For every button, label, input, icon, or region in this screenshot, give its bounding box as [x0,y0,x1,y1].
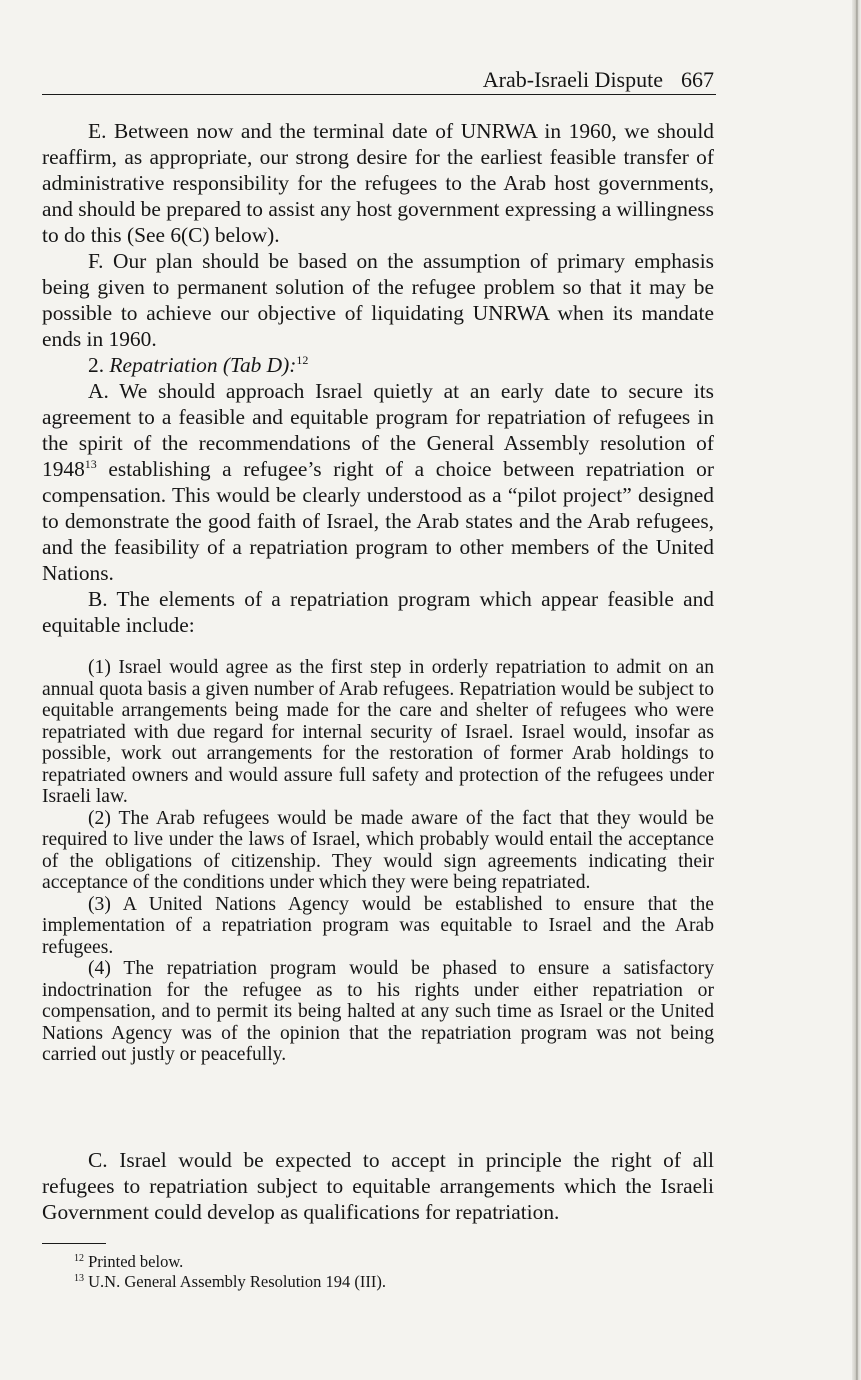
footnote-12 [74,1252,714,1272]
paragraph-a-text-1: A. We should approach Israel quietly at an early date to secure its agreement to a feasible and equitable program for repatriation of refugees in the spirit of the recommendations of the General Assembly resolution of 1948 [42,379,714,481]
paragraph-a [42,378,714,586]
footnote-ref-13[interactable]: 13 [84,457,97,471]
footnote-13 [74,1272,714,1292]
section-title: Repatriation (Tab D): [109,353,297,377]
footnote-divider [42,1243,106,1244]
footnote-ref-12[interactable]: 12 [296,353,309,367]
quote-item-4: (4) The repatriation program would be phased to ensure a satisfactory indoctrination for the refugee as to his rights under either repatriation or compensation, and to permit its being halted at any such time as Israel or the United Nations Agency was of the opinion that the repatriation program was not being carried out justly or peacefully. [42,958,714,1065]
footnotes [74,1252,714,1292]
section-number: 2. [88,353,105,377]
footnote-text: U.N. General Assembly Resolution 194 (III). [88,1272,386,1291]
paragraph-f: F. Our plan should be based on the assumption of primary emphasis being given to permanent solution of the refugee problem so that it may be possible to achieve our objective of liquidating UNRWA when its mandate ends in 1960. [42,249,714,351]
closing-text [42,1147,714,1225]
paragraph-e: E. Between now and the terminal date of UNRWA in 1960, we should reaffirm, as appropriate, our strong desire for the earliest feasible transfer of administrative responsibility for the refugees to the Arab host governments, and should be prepared to assist any host government expressing a willingness to do this (See 6(C) below). [42,119,714,247]
footnote-text: Printed below. [88,1252,184,1271]
block-quote-program-elements [42,657,714,1066]
quote-item-2: (2) The Arab refugees would be made aware of the fact that they would be required to live under the laws of Israel, which probably would entail the acceptance of the obligations of citizenship. They would sign agreements indicating their acceptance of the conditions under which they were being repatriated. [42,807,714,893]
footnote-mark: 13 [74,1273,84,1284]
running-header [42,66,716,95]
footnote-mark: 12 [74,1253,84,1264]
page-edge-shadow [852,0,861,1380]
quote-item-1: (1) Israel would agree as the first step in orderly repatriation to admit on an annual quota basis a given number of Arab refugees. Repatriation would be subject to equitable arrangements being made for the care and shelter of refugees who were repatriated with due regard for internal security of Israel. Israel would, insofar as possible, work out arrangements for the restoration of former Arab holdings to repatriated owners and would assure full safety and protection of the refugees under Israeli law. [42,657,714,807]
page-number: 667 [681,67,714,92]
main-text [42,118,714,638]
paragraph-a-text-2: establishing a refugee’s right of a choice between repatriation or compensation. This would be clearly understood as a “pilot project” designed to demonstrate the good faith of Israel, the Arab states and the Arab refugees, and the feasibility of a repatriation program to other members of the United Nations. [42,457,714,585]
paragraph-c: C. Israel would be expected to accept in principle the right of all refugees to repatriation subject to equitable arrangements which the Israeli Government could develop as qualifications for repatriation. [42,1148,714,1224]
paragraph-b: B. The elements of a repatriation program which appear feasible and equitable include: [42,587,714,637]
running-header-title: Arab-Israeli Dispute [482,67,663,92]
quote-item-3: (3) A United Nations Agency would be established to ensure that the implementation of a repatriation program was equitable to Israel and the Arab refugees. [42,893,714,958]
section-heading-repatriation [42,352,714,378]
